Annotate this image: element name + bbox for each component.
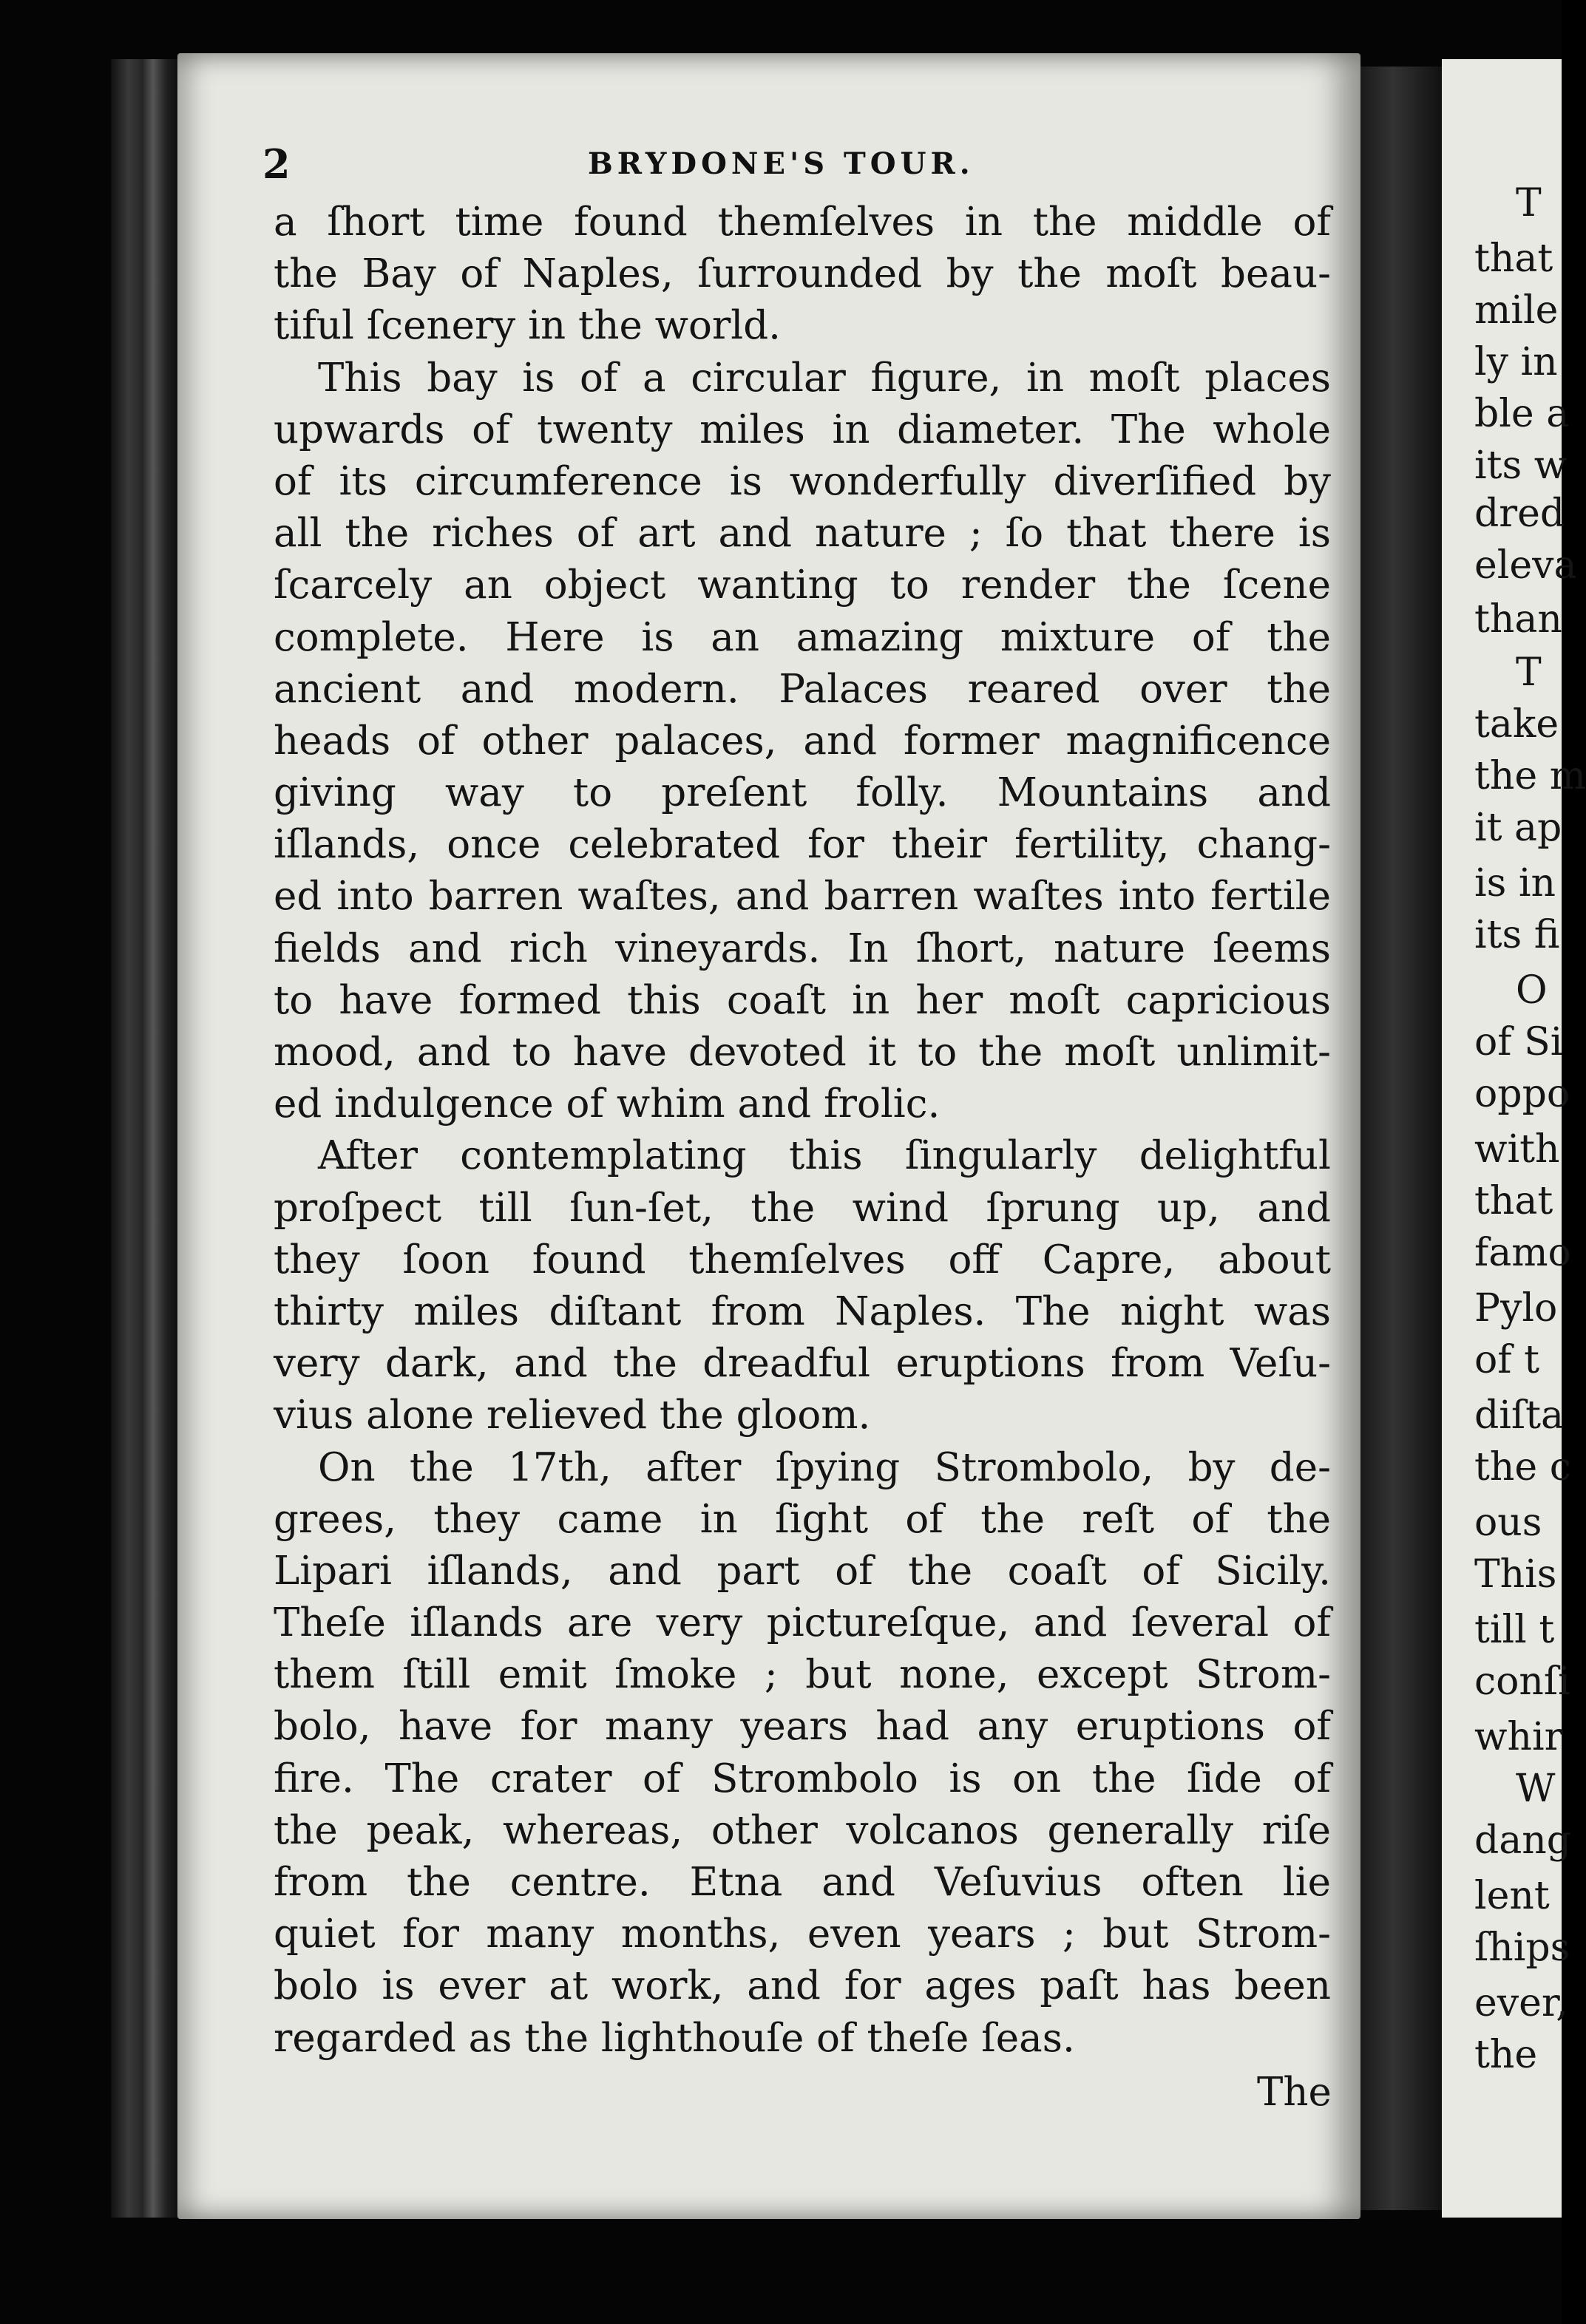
text-line: ed into barren waſtes, and barren waſtes into fertile	[274, 874, 1331, 920]
facing-page-line: the	[1474, 2033, 1538, 2077]
text-line: giving way to preſent folly. Mountains and	[274, 770, 1331, 816]
facing-page-line: oppo	[1474, 1072, 1570, 1116]
facing-page-line: ſhips	[1474, 1926, 1570, 1970]
page-number: 2	[262, 140, 291, 188]
facing-page-line: dred	[1474, 492, 1565, 536]
facing-page-line: is in	[1474, 861, 1556, 906]
text-line: grees, they came in ſight of the reſt of the	[274, 1496, 1331, 1542]
text-line: ancient and modern. Palaces reared over the	[274, 666, 1331, 712]
text-line: from the centre. Etna and Veſuvius often lie	[274, 1860, 1331, 1905]
facing-page-line: than	[1474, 597, 1562, 642]
text-line: This bay is of a circular figure, in moſt places	[318, 355, 1331, 401]
text-line: heads of other palaces, and former magnificence	[274, 718, 1331, 764]
text-line: iſlands, once celebrated for their fertility, chang-	[274, 822, 1331, 868]
text-line: all the riches of art and nature ; ſo that there is	[274, 511, 1331, 557]
text-line: Theſe iſlands are very pictureſque, and ſeveral of	[274, 1600, 1331, 1646]
text-line: the Bay of Naples, ſurrounded by the moſt beau-	[274, 251, 1331, 297]
facing-page-line: eleva	[1474, 543, 1577, 588]
text-line: vius alone relieved the gloom.	[274, 1393, 871, 1438]
text-line: Lipari iſlands, and part of the coaſt of Sicily.	[274, 1548, 1331, 1594]
text-line: tiful ſcenery in the world.	[274, 303, 781, 349]
facing-page-line: dang	[1474, 1818, 1572, 1863]
text-line: of its circumference is wonderfully diverſified by	[274, 458, 1331, 504]
text-line: them ſtill emit ſmoke ; but none, except Strom-	[274, 1652, 1331, 1698]
page-edge-shadow	[1360, 67, 1442, 2210]
facing-page-line: lent	[1474, 1874, 1550, 1918]
text-line: thirty miles diſtant from Naples. The night was	[274, 1288, 1331, 1334]
text-line: a ſhort time found themſelves in the middle of	[274, 200, 1331, 245]
text-line: they ſoon found themſelves off Capre, about	[274, 1237, 1331, 1282]
facing-page-fragment	[1442, 59, 1586, 2218]
text-line: bolo, have for many years had any eruptions of	[274, 1704, 1331, 1750]
text-line: quiet for many months, even years ; but Strom-	[274, 1912, 1331, 1957]
facing-page-line: T	[1516, 650, 1542, 695]
facing-page-line: the m	[1474, 754, 1586, 798]
facing-page-line: O	[1516, 968, 1548, 1013]
facing-page-line: W	[1516, 1767, 1556, 1811]
text-line: ſcarcely an object wanting to render the ſcene	[274, 563, 1331, 608]
book-binding-gutter	[111, 59, 181, 2218]
facing-page-line: that	[1474, 1179, 1553, 1223]
facing-page-line: ly in	[1474, 340, 1558, 384]
facing-page-line: ous	[1474, 1501, 1542, 1545]
text-line: the peak, whereas, other volcanos generally riſe	[274, 1807, 1331, 1853]
facing-page-line: T	[1516, 181, 1542, 225]
facing-page-line: its w	[1474, 444, 1568, 488]
catchword: The	[1257, 2070, 1332, 2115]
text-line: very dark, and the dreadful eruptions from Veſu-	[274, 1341, 1331, 1387]
facing-page-line: Pylo	[1474, 1286, 1558, 1331]
text-line: On the 17th, after ſpying Strombolo, by de-	[318, 1444, 1331, 1490]
text-line: bolo is ever at work, and for ages paſt has been	[274, 1963, 1331, 2009]
text-line: upwards of twenty miles in diameter. The whole	[274, 407, 1331, 452]
text-line: regarded as the lighthouſe of theſe ſeas.	[274, 2015, 1075, 2061]
facing-page-line: famo	[1474, 1231, 1571, 1275]
facing-page-line: with	[1474, 1127, 1560, 1172]
text-line: proſpect till ſun-ſet, the wind ſprung up, and	[274, 1185, 1331, 1231]
text-line: complete. Here is an amazing mixture of the	[274, 614, 1331, 660]
page-header	[262, 140, 1320, 192]
facing-page-line: whir	[1474, 1715, 1563, 1759]
facing-page-line: ble a	[1474, 392, 1570, 436]
facing-page-line: its fi	[1474, 913, 1560, 957]
facing-page-line: diſta	[1474, 1393, 1565, 1438]
facing-page-line: of Si	[1474, 1020, 1563, 1064]
facing-page-line: the c	[1474, 1445, 1571, 1489]
text-line: ed indulgence of whim and frolic.	[274, 1081, 941, 1127]
text-line: After contemplating this ſingularly delightful	[318, 1133, 1331, 1179]
text-line: fields and rich vineyards. In ſhort, nature ſeems	[274, 925, 1331, 971]
facing-page-line: ever,	[1474, 1981, 1568, 2025]
facing-page-line: mile	[1474, 288, 1559, 333]
facing-page-line: take	[1474, 702, 1559, 747]
facing-page-line: of t	[1474, 1338, 1539, 1382]
facing-page-line: till t	[1474, 1608, 1555, 1652]
body-text	[274, 197, 1331, 2065]
text-line: fire. The crater of Strombolo is on the ſide of	[274, 1756, 1331, 1801]
running-title: BRYDONE'S TOUR.	[588, 146, 975, 181]
facing-page-line: This	[1474, 1552, 1557, 1597]
facing-page-line: it ap	[1474, 806, 1562, 850]
facing-page-line: conſi	[1474, 1659, 1570, 1704]
facing-page-line: that	[1474, 237, 1553, 281]
text-line: to have formed this coaſt in her moſt capricious	[274, 977, 1331, 1023]
text-line: mood, and to have devoted it to the moſt unlimit-	[274, 1030, 1331, 1075]
